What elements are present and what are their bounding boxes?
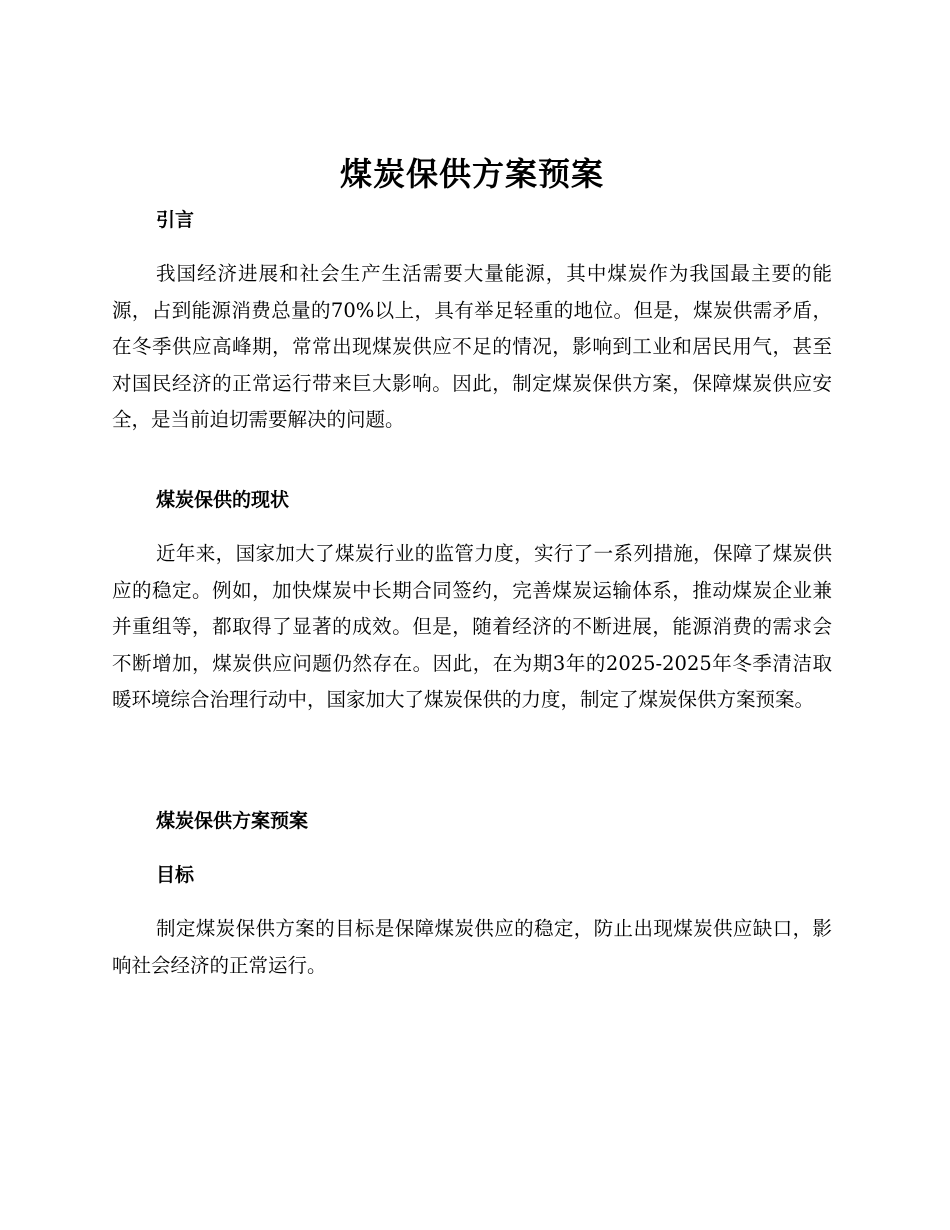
document-title: 煤炭保供方案预案 [339, 155, 604, 193]
section-heading-current-status: 煤炭保供的现状 [156, 489, 290, 511]
section-paragraph-goal: 制定煤炭保供方案的目标是保障煤炭供应的稳定，防止出现煤炭供应缺口，影响社会经济的正常运行。 [112, 917, 832, 977]
section-heading-goal: 目标 [156, 864, 195, 886]
section-paragraph-current-status: 近年来，国家加大了煤炭行业的监管力度，实行了一系列措施，保障了煤炭供应的稳定。例如，加快煤炭中长期合同签约，完善煤炭运输体系，推动煤炭企业兼并重组等，都取得了显著的成效。但是，随着经济的不断进展，能源消费的需求会不断增加，煤炭供应问题仍然存在。因此，在为期3年的2025-2025年冬季清洁取暖环境综合治理行动中，国家加大了煤炭保供的力度，制定了煤炭保供方案预案。 [112, 542, 832, 711]
section-heading-introduction: 引言 [156, 209, 195, 231]
section-heading-plan: 煤炭保供方案预案 [156, 810, 309, 832]
section-paragraph-introduction: 我国经济进展和社会生产生活需要大量能源，其中煤炭作为我国最主要的能源，占到能源消费总量的70%以上，具有举足轻重的地位。但是，煤炭供需矛盾，在冬季供应高峰期，常常出现煤炭供应不足的情况，影响到工业和居民用气，甚至对国民经济的正常运行带来巨大影响。因此，制定煤炭保供方案，保障煤炭供应安全，是当前迫切需要解决的问题。 [112, 262, 832, 431]
